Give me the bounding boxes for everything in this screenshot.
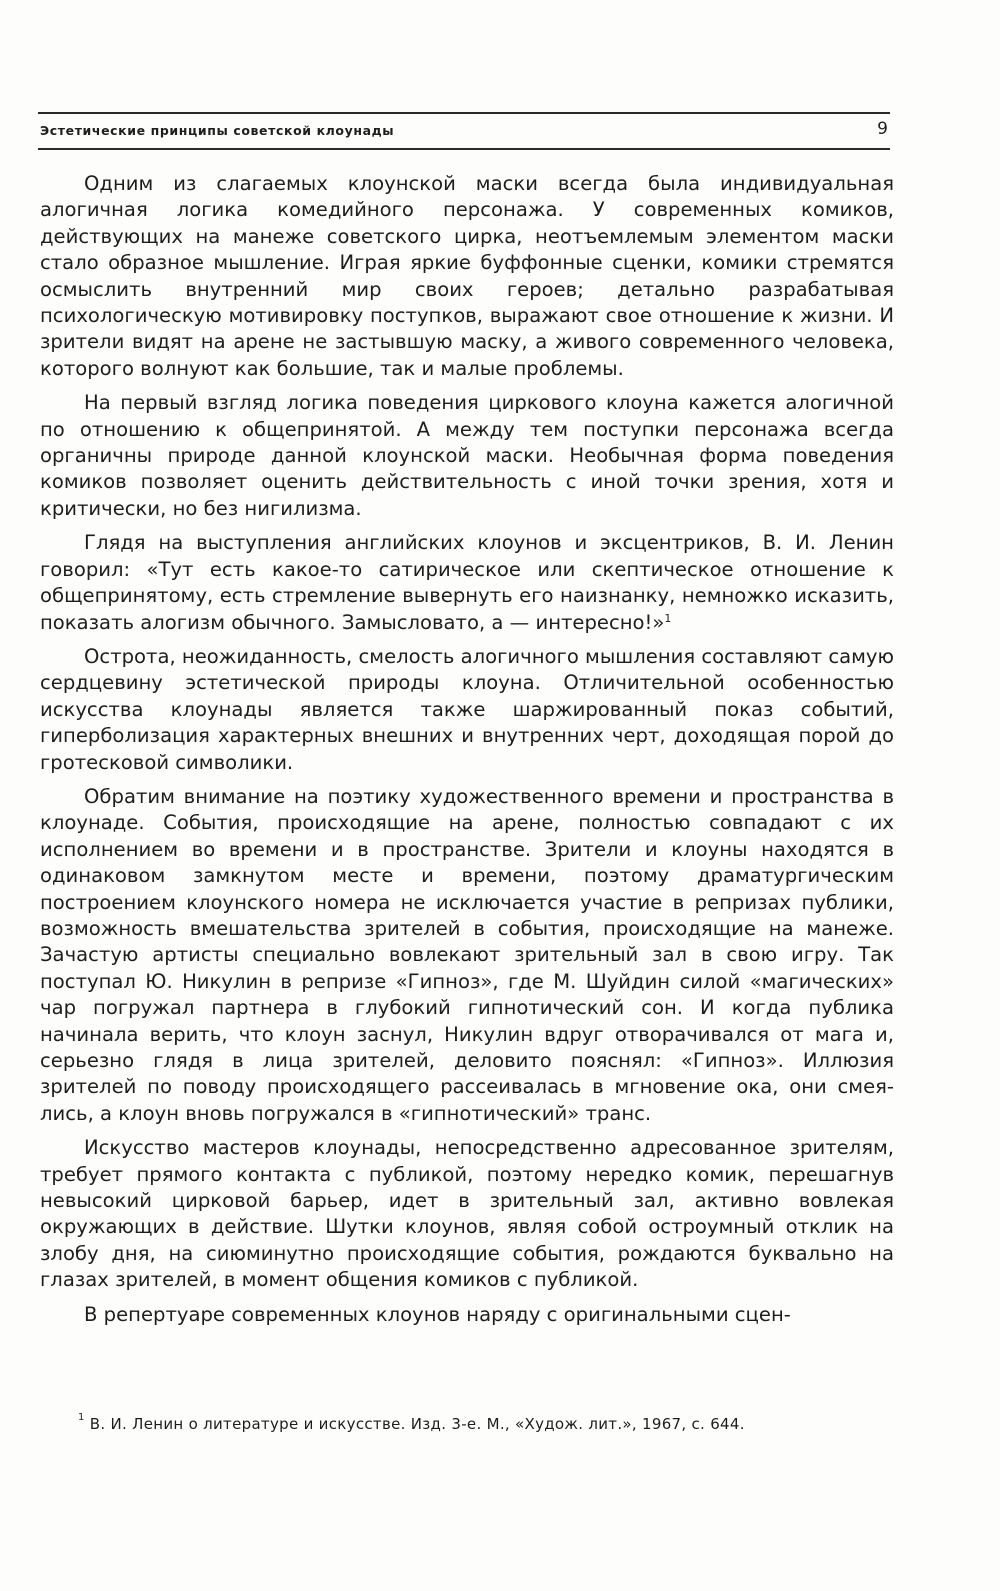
page-number: 9	[877, 119, 888, 139]
body-text	[40, 171, 894, 1328]
paragraph-with-footnote-ref	[40, 530, 894, 636]
paragraph: Обратим внимание на поэтику художественного времени и пространства в клоунаде. События, происходящие на арене, полностью совпадают с их исполнением во времени и в пространстве. Зрители и клоуны находятся в одинаковом замкнутом месте и времени, поэтому драматургическим построением клоунского номера не исключается участие в репризах публики, возможность вмешательства зрителей в события, происходящие на манеже. Зачастую артисты специально вовлекают зрительный зал в свою игру. Так поступал Ю. Никулин в репризе «Гипноз», где М. Шуйдин силой «магических» чар погружал партнера в глубокий гипнотический сон. И когда публика начинала верить, что клоун заснул, Никулин вдруг отворачивался от мага и, серьезно глядя в лица зрителей, деловито пояснял: «Гипноз». Иллюзия зрителей по поводу происходящего рассеивалась в мгновение ока, они смеялись, а клоун вновь погружался в «гипнотический» транс.	[40, 784, 894, 1125]
paragraph: В репертуаре современных клоунов наряду с оригинальными сцен-	[84, 1302, 791, 1326]
paragraph: Одним из слагаемых клоунской маски всегда была индивидуальная алогичная логика комедийного персонажа. У современных комиков, действующих на манеже советского цирка, неотъемлемым элементом маски стало образное мышление. Играя яркие буффонные сценки, комики стремятся осмыслить внутренний мир своих героев; детально разрабатывая психологическую мотивировку поступков, выражают свое отношение к жизни. И зрители видят на арене не застывшую маску, а живого современного человека, которого волнуют как большие, так и малые проблемы.	[40, 172, 894, 380]
page-header	[38, 112, 890, 150]
footnote-reference: 1	[664, 611, 672, 625]
running-head: Эстетические принципы советской клоунады	[40, 123, 395, 138]
footnote	[78, 1412, 898, 1433]
paragraph-text: Глядя на выступления английских клоунов и эксцентриков, В. И. Ленин говорил: «Тут есть какое-то сатирическое или скептическое отношение к общепринятому, есть стремление вывернуть его наизнанку, немножко исказить, показать алогизм обычного. Замысловато, а — интересно!»	[40, 531, 894, 634]
footnote-marker: 1	[78, 1412, 85, 1423]
paragraph: На первый взгляд логика поведения циркового клоуна кажется алогичной по отношению к общепринятой. А между тем поступки персонажа всегда органичны природе данной клоунской маски. Необычная форма поведения комиков позволяет оценить действительность с иной точки зрения, хотя и критически, но без нигилизма.	[40, 391, 894, 520]
paragraph: Искусство мастеров клоунады, непосредственно адресованное зрителям, требует прямого контакта с публикой, поэтому нередко комик, перешагнув невысокий цирковой барьер, идет в зрительный зал, активно вовлекая окружающих в действие. Шутки клоунов, являя собой остроумный отклик на злобу дня, на сиюминутно происходящие события, рождаются буквально на глазах зрителей, в момент общения комиков с публикой.	[40, 1136, 894, 1292]
footnote-text: В. И. Ленин о литературе и искусстве. Изд. 3-е. М., «Худож. лит.», 1967, с. 644.	[89, 1415, 745, 1433]
paragraph: Острота, неожиданность, смелость алогичного мышления составляют самую сердцевину эстетической природы клоуна. Отличительной особенностью искусства клоунады является также шаржированный показ событий, гиперболизация характерных внешних и внутренних черт, доходящая порой до гротесковой символики.	[40, 644, 894, 774]
